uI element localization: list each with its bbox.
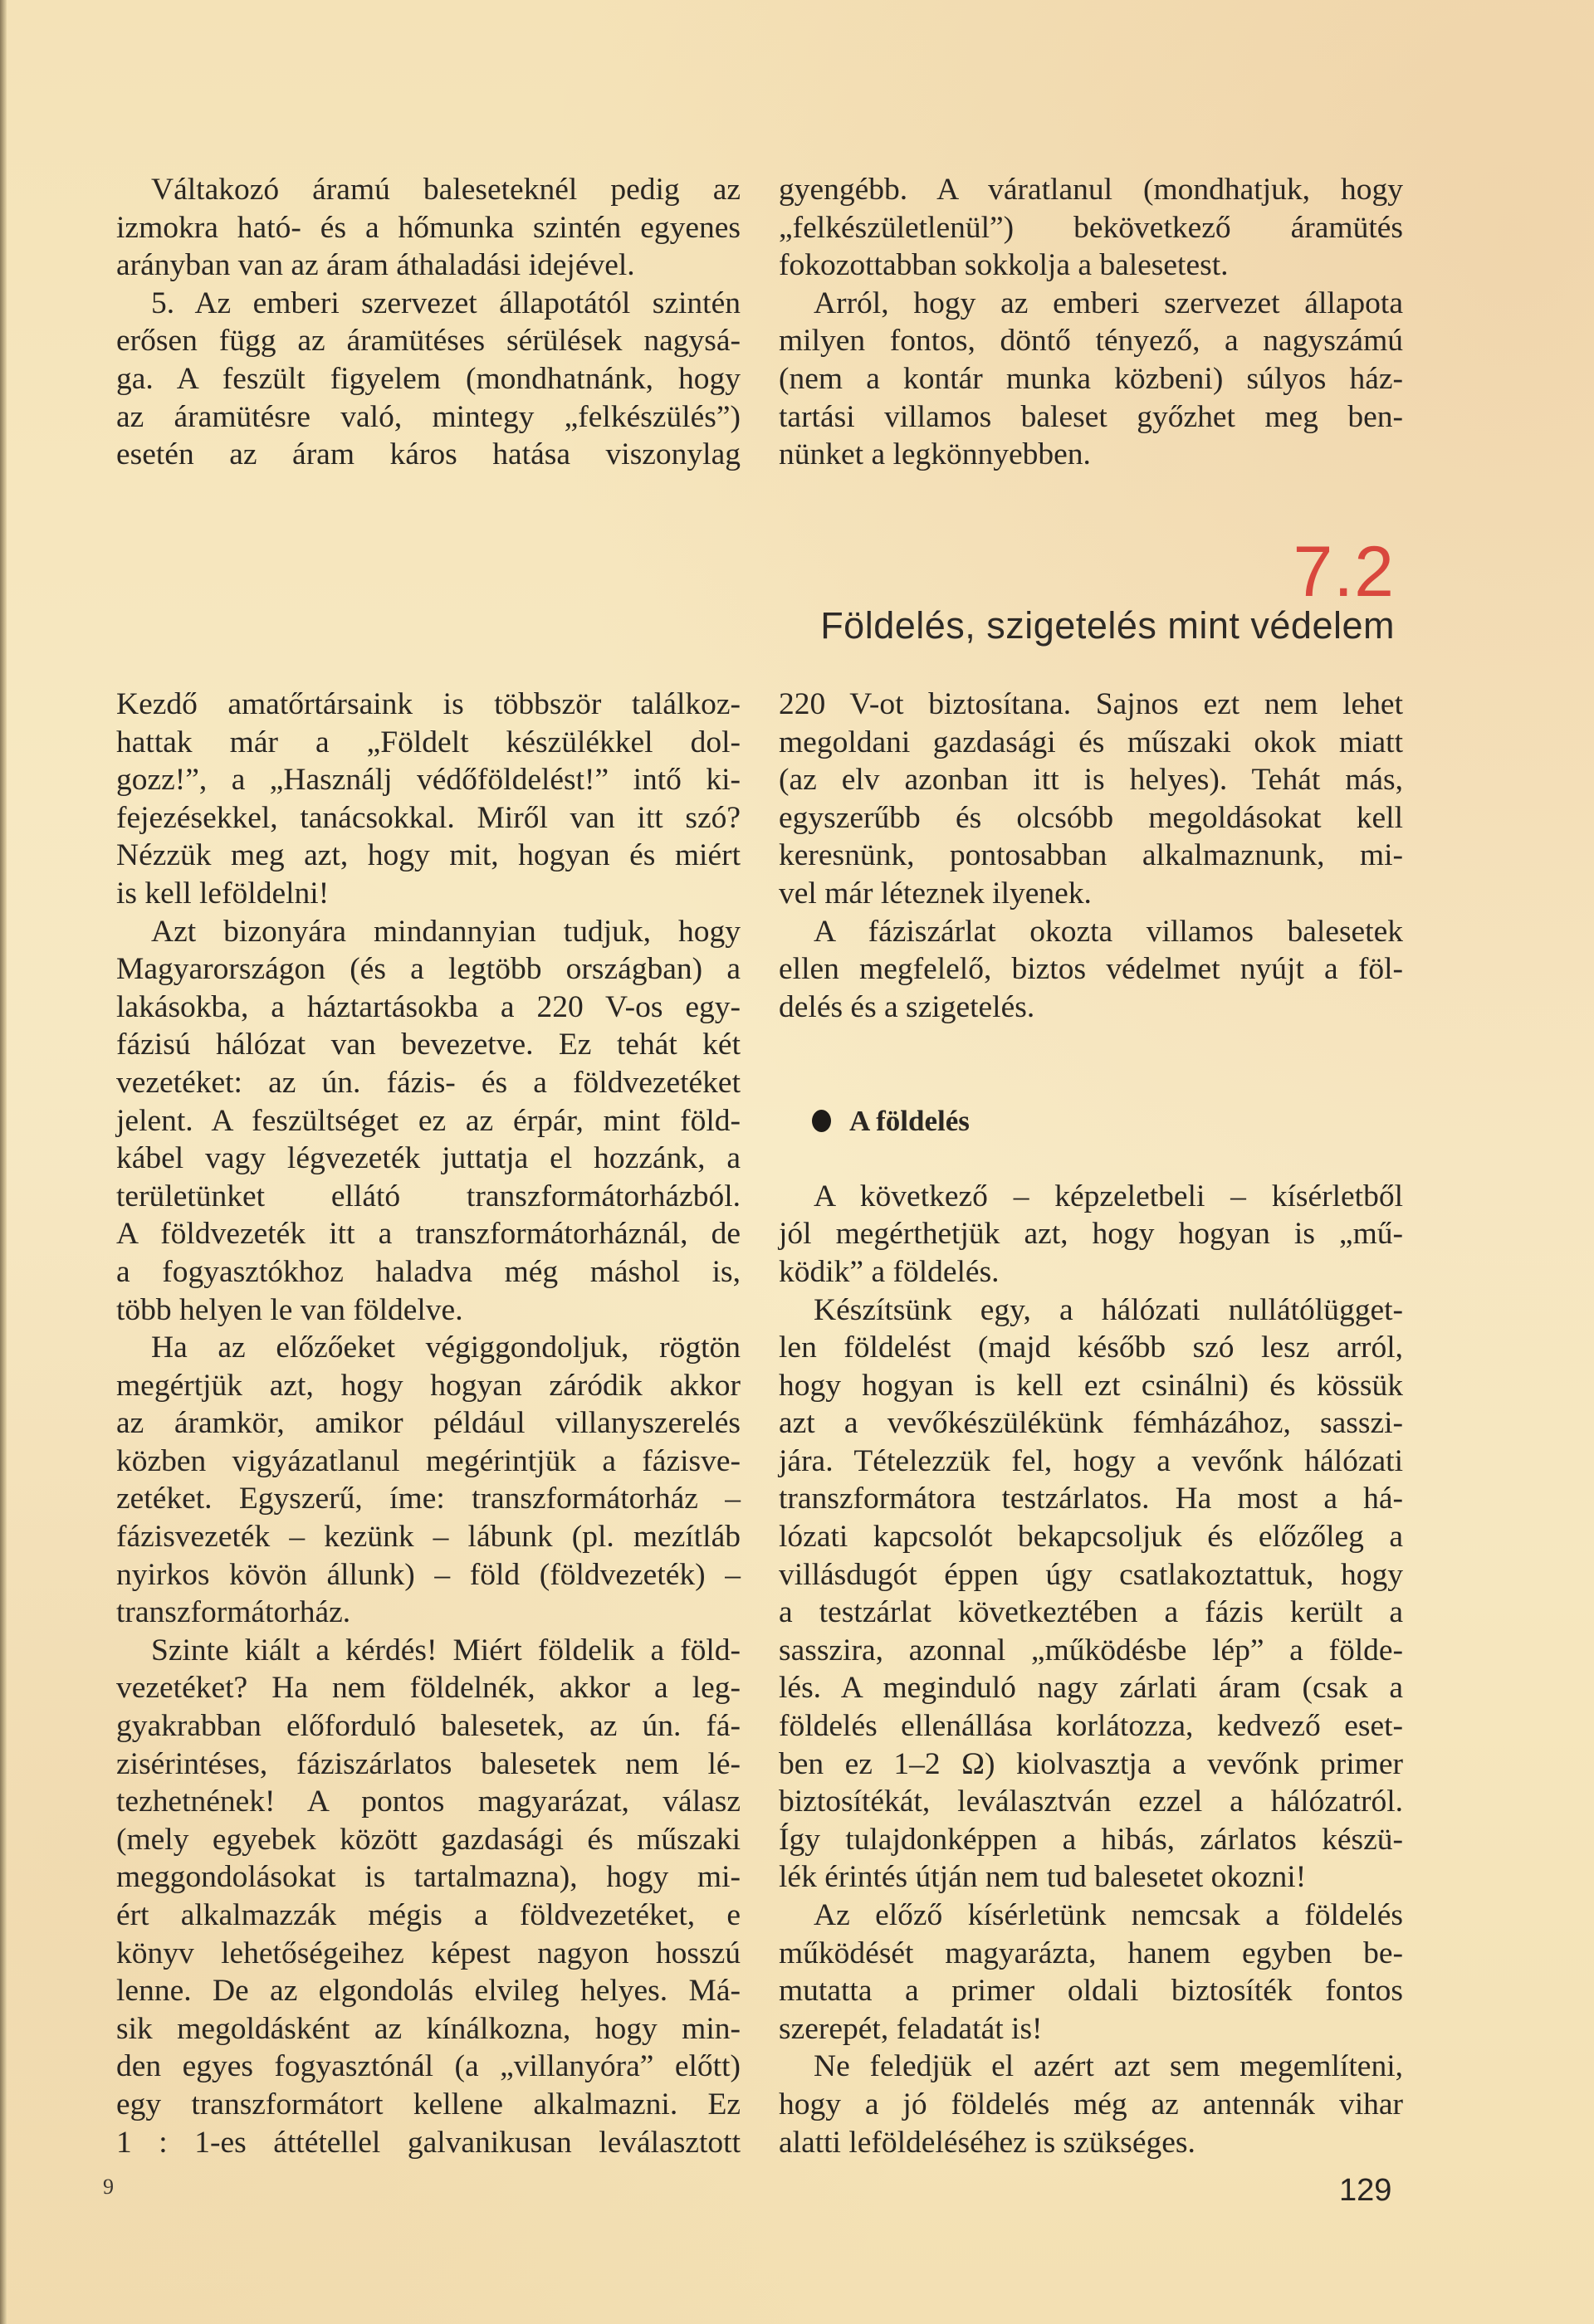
text-line: vel már léteznek ilyenek. [779,876,1092,911]
text-line: több helyen le van földelve. [116,1292,463,1327]
text-line: lakásokba, a háztartásokba a 220 V-os egy- [116,989,741,1024]
subheading [779,1102,1403,1140]
bullet-icon [812,1110,831,1132]
text-line: zisérintéses, fáziszárlatos balesetek nem lé- [116,1746,741,1781]
text-line: biztosítékát, leválasztván ezzel a hálózatról. [779,1784,1403,1819]
section-title: Földelés, szigetelés mint védelem [820,604,1395,647]
left-column [116,686,741,2161]
spacer [779,1064,1403,1102]
top-left-column [116,171,741,474]
text-line: lenne. De az elgondolás elvileg helyes. Má- [116,1974,741,2009]
text-line: transzformátorház. [116,1595,351,1630]
right-column [779,686,1403,2161]
text-line: ellen megfelelő, biztos védelmet nyújt a föl- [779,952,1403,987]
text-line: ért alkalmazzák mégis a földvezetéket, e [116,1898,741,1932]
text-line: szerepét, feladatát is! [779,2011,1043,2046]
text-line: erősen függ az áramütéses sérülések nagysá- [116,324,741,359]
text-line: Azt bizonyára mindannyian tudjuk, hogy [151,914,741,949]
text-line: izmokra ható- és a hőmunka szintén egyenes [116,210,741,245]
text-line: villásdugót éppen úgy csatlakoztattuk, hogy [779,1557,1403,1592]
text-line: sik megoldásként az kínálkozna, hogy min- [116,2011,741,2046]
text-line: kábel vagy légvezeték juttatja el hozzánk, a [116,1141,741,1176]
text-line: lózati kapcsolót bekapcsoljuk és előzőleg a [779,1520,1403,1555]
text-line: működését magyarázta, hanem egyben be- [779,1936,1403,1970]
text-line: fázisvezeték – kezünk – lábunk (pl. mezítláb [116,1520,741,1555]
text-line: (mely egyebek között gazdasági és műszaki [116,1822,741,1857]
section-number: 7.2 [1293,532,1395,612]
text-line: 220 V-ot biztosítana. Sajnos ezt nem lehet [779,687,1403,721]
text-line: Nézzük meg azt, hogy mit, hogyan és miért [116,838,741,873]
text-line: milyen fontos, döntő tényező, a nagyszámú [779,324,1403,359]
text-line: lék érintés útján nem tud balesetet okozni! [779,1860,1307,1895]
text-line: Szinte kiált a kérdés! Miért földelik a föld- [151,1633,741,1667]
text-line: den egyes fogyasztónál (a „villanyóra” előtt) [116,2049,741,2084]
spacer [779,1026,1403,1064]
text-line: hogy hogyan is kell ezt csinálni) és kössük [779,1368,1403,1403]
text-line: a testzárlat következtében a fázis került a [779,1595,1403,1630]
text-line: mutatta a primer oldali biztosíték fontos [779,1974,1403,2009]
text-line: fázisú hálózat van bevezetve. Ez tehát két [116,1028,741,1062]
text-line: gyakrabban előforduló balesetek, az ún. fá- [116,1709,741,1744]
subheading-text: A földelés [849,1104,970,1137]
corner-mark: 9 [103,2175,114,2199]
text-line: esetén az áram káros hatása viszonylag [116,437,741,472]
text-line: azt a vevőkészülékünk fémházához, sasszi- [779,1406,1403,1441]
text-line: közben vigyázatlanul megérintjük a fázisve- [116,1443,741,1478]
text-line: 1 : 1-es áttétellel galvanikusan leválasztott [116,2125,741,2160]
text-line: a fogyasztókhoz haladva még máshol is, [116,1254,741,1289]
text-line: fokozottabban sokkolja a balesetest. [779,248,1229,283]
text-line: sasszira, azonnal „működésbe lép” a földe- [779,1633,1403,1667]
text-line: hogy a jó földelés még az antennák vihar [779,2087,1403,2121]
text-line: földelés ellenállása korlátozza, kedvező eset- [779,1709,1403,1744]
text-line: ködik” a földelés. [779,1254,1000,1289]
text-line: alatti leföldeléséhez is szükséges. [779,2125,1196,2160]
text-line: vezetéket: az ún. fázis- és a földvezetéket [116,1065,741,1100]
text-line: keresnünk, pontosabban alkalmaznunk, mi- [779,838,1403,873]
text-line: Magyarországon (és a legtöbb országban) a [116,952,741,987]
text-line: nünket a legkönnyebben. [779,437,1091,472]
text-line: len földelést (majd később szó lesz arról, [779,1330,1403,1365]
text-line: hattak már a „Földelt készülékkel dol- [116,725,741,759]
text-line: A következő – képzeletbeli – kísérletből [814,1179,1403,1213]
text-line: területünket ellátó transzformátorházból. [116,1179,741,1213]
text-line: megértjük azt, hogy hogyan záródik akkor [116,1368,741,1403]
text-line: könyv lehetőségeihez képest nagyon hosszú [116,1936,741,1970]
text-line: az áramütésre való, mintegy „felkészülés”) [116,399,741,434]
text-line: tartási villamos baleset győzhet meg ben- [779,399,1403,434]
text-line: arányban van az áram áthaladási idejével. [116,248,635,283]
text-line: delés és a szigetelés. [779,989,1035,1024]
text-line: fejezésekkel, tanácsokkal. Miről van itt szó? [116,800,741,835]
text-line: megoldani gazdasági és műszaki okok miatt [779,725,1403,759]
text-line: vezetéket? Ha nem földelnék, akkor a leg- [116,1671,741,1706]
text-line: transzformátora testzárlatos. Ha most a há- [779,1482,1403,1516]
text-line: (nem a kontár munka közbeni) súlyos ház- [779,361,1403,396]
text-line: jól megérthetjük azt, hogy hogyan is „mű- [779,1217,1403,1252]
text-line: Az előző kísérletünk nemcsak a földelés [814,1898,1403,1932]
text-line: nyirkos kövön állunk) – föld (földvezeték) – [116,1557,741,1592]
text-line: Készítsünk egy, a hálózati nullátólügget- [814,1292,1403,1327]
text-line: A földvezeték itt a transzformátorháznál, de [116,1217,741,1252]
text-line: Váltakozó áramú baleseteknél pedig az [151,173,741,207]
text-line: egyszerűbb és olcsóbb megoldásokat kell [779,800,1403,835]
top-right-column [779,171,1403,474]
text-line: Így tulajdonképpen a hibás, zárlatos készü- [779,1822,1403,1857]
text-line: gyengébb. A váratlanul (mondhatjuk, hogy [779,173,1403,207]
text-line: egy transzformátort kellene alkalmazni. Ez [116,2087,741,2121]
text-line: meggondolásokat is tartalmazna), hogy mi- [116,1860,741,1895]
text-line: Arról, hogy az emberi szervezet állapota [814,286,1403,320]
text-line: „felkészületlenül”) bekövetkező áramütés [779,210,1403,245]
text-line: jelent. A feszültséget ez az érpár, mint föld- [116,1103,741,1138]
right-column-body [779,1178,1403,2161]
text-line: A fáziszárlat okozta villamos balesetek [814,914,1403,949]
text-line: ga. A feszült figyelem (mondhatnánk, hogy [116,361,741,396]
text-line: gozz!”, a „Használj védőföldelést!” intő ki- [116,763,741,798]
text-line: is kell leföldelni! [116,876,330,911]
text-line: jára. Tételezzük fel, hogy a vevőnk hálózati [779,1443,1403,1478]
text-line: Ne feledjük el azért azt sem megemlíteni, [814,2049,1403,2084]
text-line: Ha az előzőeket végiggondoljuk, rögtön [151,1330,741,1365]
right-column-intro [779,686,1403,1026]
spacer [779,1140,1403,1178]
text-line: (az elv azonban itt is helyes). Tehát más, [779,763,1403,798]
text-line: tezhetnének! A pontos magyarázat, válasz [116,1784,741,1819]
text-line: az áramkör, amikor például villanyszerelés [116,1406,741,1441]
text-line: Kezdő amatőrtársaink is többször találkoz- [116,687,741,721]
text-line: zetéket. Egyszerű, íme: transzformátorház – [116,1482,741,1516]
page-edge-shadow [0,0,7,2324]
text-line: ben ez 1–2 Ω) kiolvasztja a vevőnk primer [779,1746,1403,1781]
page-number: 129 [1339,2173,1392,2208]
text-line: lés. A meginduló nagy zárlati áram (csak a [779,1671,1403,1706]
text-line: 5. Az emberi szervezet állapotától szintén [151,286,741,320]
